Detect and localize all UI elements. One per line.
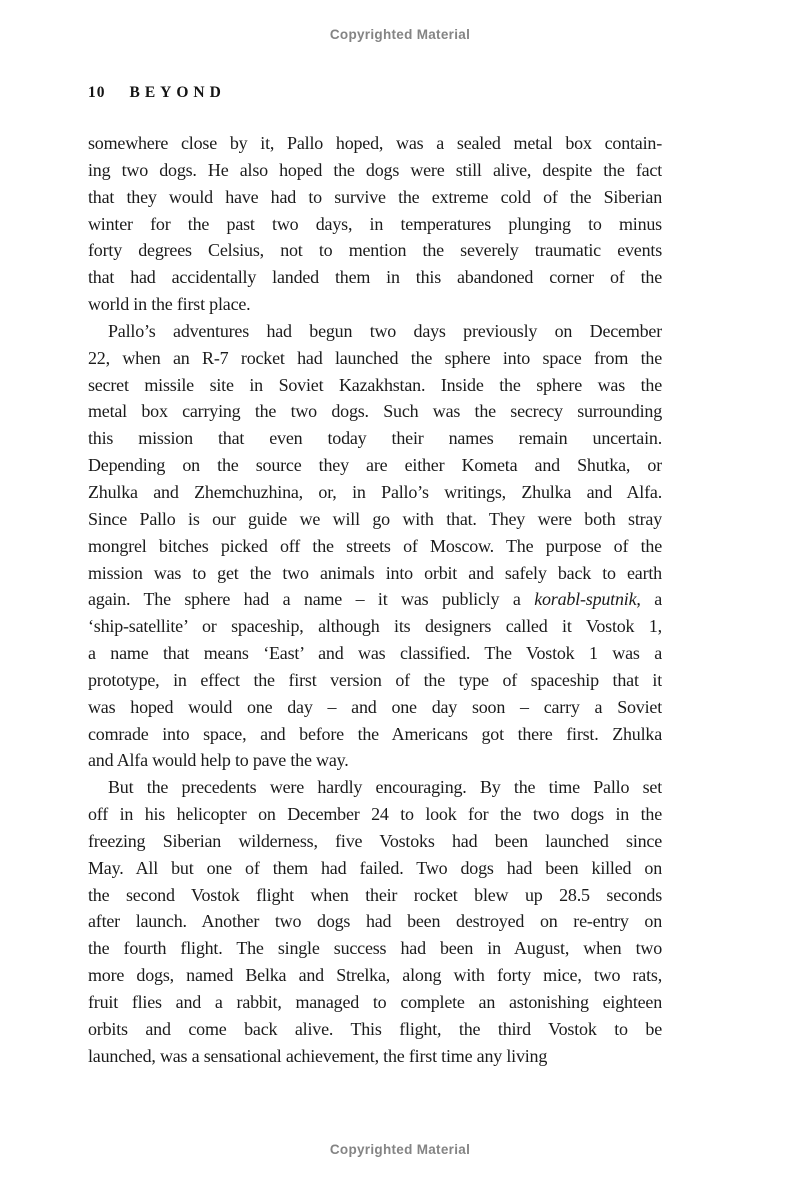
text-line: the fourth flight. The single success had been in August, when two bbox=[88, 938, 662, 959]
text-line: freezing Siberian wilderness, five Vostoks had been launched since bbox=[88, 830, 662, 851]
text-line: 22, when an R-7 rocket had launched the sphere into space from the bbox=[88, 347, 662, 368]
text-line: after launch. Another two dogs had been destroyed on re-entry on bbox=[88, 911, 662, 932]
text-line: secret missile site in Soviet Kazakhstan. Inside the sphere was the bbox=[88, 374, 662, 395]
text-line: metal box carrying the two dogs. Such was the secrecy surrounding bbox=[88, 401, 662, 422]
text-line: somewhere close by it, Pallo hoped, was a sealed metal box contain- bbox=[88, 133, 662, 153]
text-line: But the precedents were hardly encouraging. By the time Pallo set bbox=[108, 777, 662, 798]
text-line: forty degrees Celsius, not to mention the severely traumatic events bbox=[88, 240, 662, 261]
text-line: Pallo’s adventures had begun two days previously on December bbox=[108, 320, 662, 341]
paragraph bbox=[88, 318, 662, 774]
text-line: this mission that even today their names remain uncertain. bbox=[88, 428, 662, 449]
paragraph bbox=[88, 130, 662, 318]
text-line: Depending on the source they are either Kometa and Shutka, or bbox=[88, 455, 662, 476]
text-line: orbits and come back alive. This flight, the third Vostok to be bbox=[88, 1018, 662, 1039]
page-number: 10 bbox=[88, 84, 106, 101]
text-line: again. The sphere had a name – it was publicly a korabl-sputnik, a bbox=[88, 589, 662, 610]
text-line: and Alfa would help to pave the way. bbox=[88, 750, 349, 771]
paragraph bbox=[88, 774, 662, 1069]
text-line: that they would have had to survive the extreme cold of the Siberian bbox=[88, 186, 662, 207]
text-line: that had accidentally landed them in this abandoned corner of the bbox=[88, 267, 662, 288]
text-line: comrade into space, and before the Americans got there first. Zhulka bbox=[88, 723, 662, 744]
book-title-header: BEYOND bbox=[129, 84, 226, 101]
text-line: launched, was a sensational achievement, the first time any living bbox=[88, 1045, 548, 1066]
text-block bbox=[88, 130, 662, 1070]
page-header bbox=[88, 84, 226, 102]
text-line: a name that means ‘East’ and was classified. The Vostok 1 was a bbox=[88, 643, 662, 664]
text-line: winter for the past two days, in temperatures plunging to minus bbox=[88, 213, 662, 234]
text-line: more dogs, named Belka and Strelka, along with forty mice, two rats, bbox=[88, 965, 662, 986]
text-line: ing two dogs. He also hoped the dogs were still alive, despite the fact bbox=[88, 159, 662, 180]
copyright-watermark-top: Copyrighted Material bbox=[329, 27, 471, 42]
copyright-watermark-bottom: Copyrighted Material bbox=[329, 1142, 471, 1157]
text-line: was hoped would one day – and one day soon – carry a Soviet bbox=[88, 696, 662, 717]
text-line: prototype, in effect the first version of the type of spaceship that it bbox=[88, 669, 662, 690]
text-line: mission was to get the two animals into orbit and safely back to earth bbox=[88, 562, 662, 583]
text-line: Zhulka and Zhemchuzhina, or, in Pallo’s writings, Zhulka and Alfa. bbox=[88, 481, 662, 502]
text-line: fruit flies and a rabbit, managed to complete an astonishing eighteen bbox=[88, 992, 662, 1012]
text-line: off in his helicopter on December 24 to look for the two dogs in the bbox=[88, 804, 662, 825]
text-line: mongrel bitches picked off the streets of Moscow. The purpose of the bbox=[88, 535, 662, 556]
text-line: May. All but one of them had failed. Two dogs had been killed on bbox=[88, 857, 662, 878]
text-line: world in the first place. bbox=[88, 294, 251, 315]
text-line: the second Vostok flight when their rocket blew up 28.5 seconds bbox=[88, 884, 662, 905]
text-line: ‘ship-satellite’ or spaceship, although its designers called it Vostok 1, bbox=[88, 616, 662, 637]
text-line: Since Pallo is our guide we will go with that. They were both stray bbox=[88, 508, 662, 529]
